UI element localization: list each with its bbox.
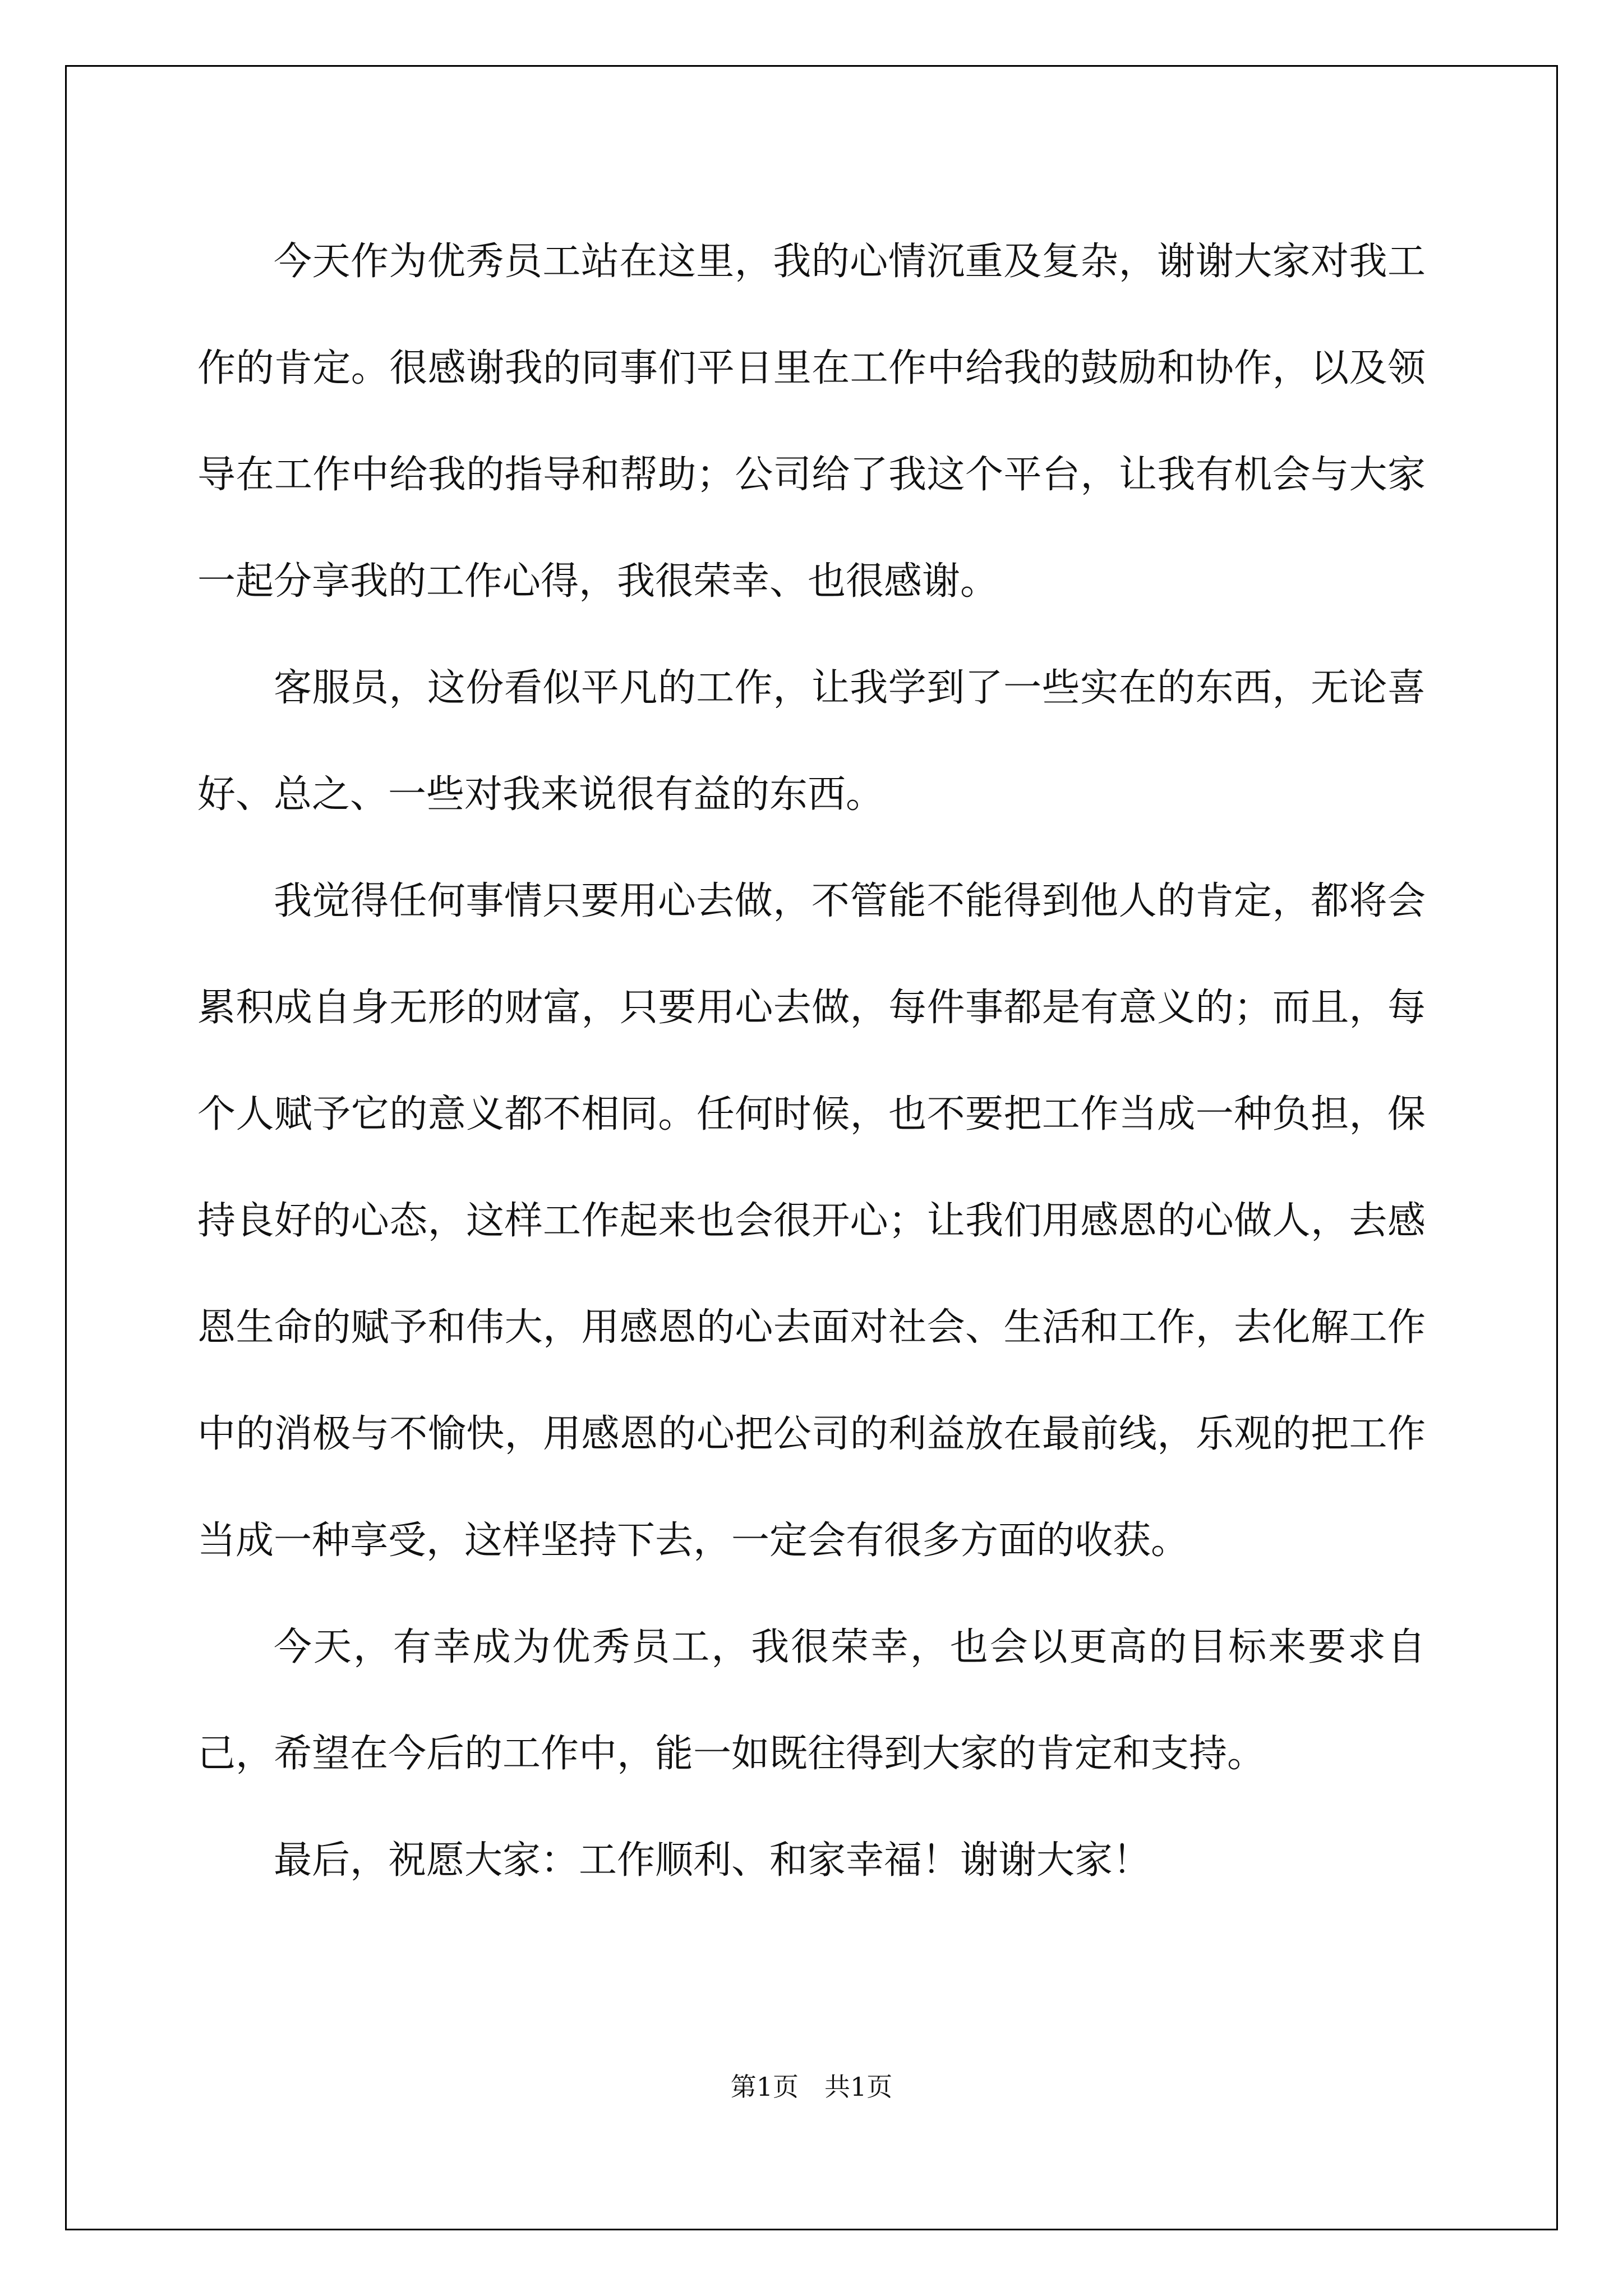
- paragraph-1: 今天作为优秀员工站在这里，我的心情沉重及复杂，谢谢大家对我工作的肯定。很感谢我的同事们平日里在工作中给我的鼓励和协作，以及领导在工作中给我的指导和帮助；公司给了我这个平台，让我有机会与大家一起分享我的工作心得，我很荣幸、也很感谢。: [197, 240, 1426, 604]
- paragraph-4: 今天，有幸成为优秀员工，我很荣幸，也会以更高的目标来要求自己，希望在今后的工作中，能一如既往得到大家的肯定和支持。: [197, 1625, 1426, 1776]
- page-number-footer: 第1页 共1页: [730, 2072, 893, 2102]
- document-body: [197, 209, 1426, 1914]
- paragraph-5: 最后，祝愿大家：工作顺利、和家幸福！谢谢大家！: [274, 1838, 1151, 1883]
- paragraph-2: 客服员，这份看似平凡的工作，让我学到了一些实在的东西，无论喜好、总之、一些对我来说很有益的东西。: [197, 666, 1426, 817]
- paragraph-3: 我觉得任何事情只要用心去做，不管能不能得到他人的肯定，都将会累积成自身无形的财富，只要用心去做，每件事都是有意义的；而且，每个人赋予它的意义都不相同。任何时候，也不要把工作当成一种负担，保持良好的心态，这样工作起来也会很开心；让我们用感恩的心做人，去感恩生命的赋予和伟大，用感恩的心去面对社会、生活和工作，去化解工作中的消极与不愉快，用感恩的心把公司的利益放在最前线，乐观的把工作当成一种享受，这样坚持下去，一定会有很多方面的收获。: [197, 879, 1426, 1563]
